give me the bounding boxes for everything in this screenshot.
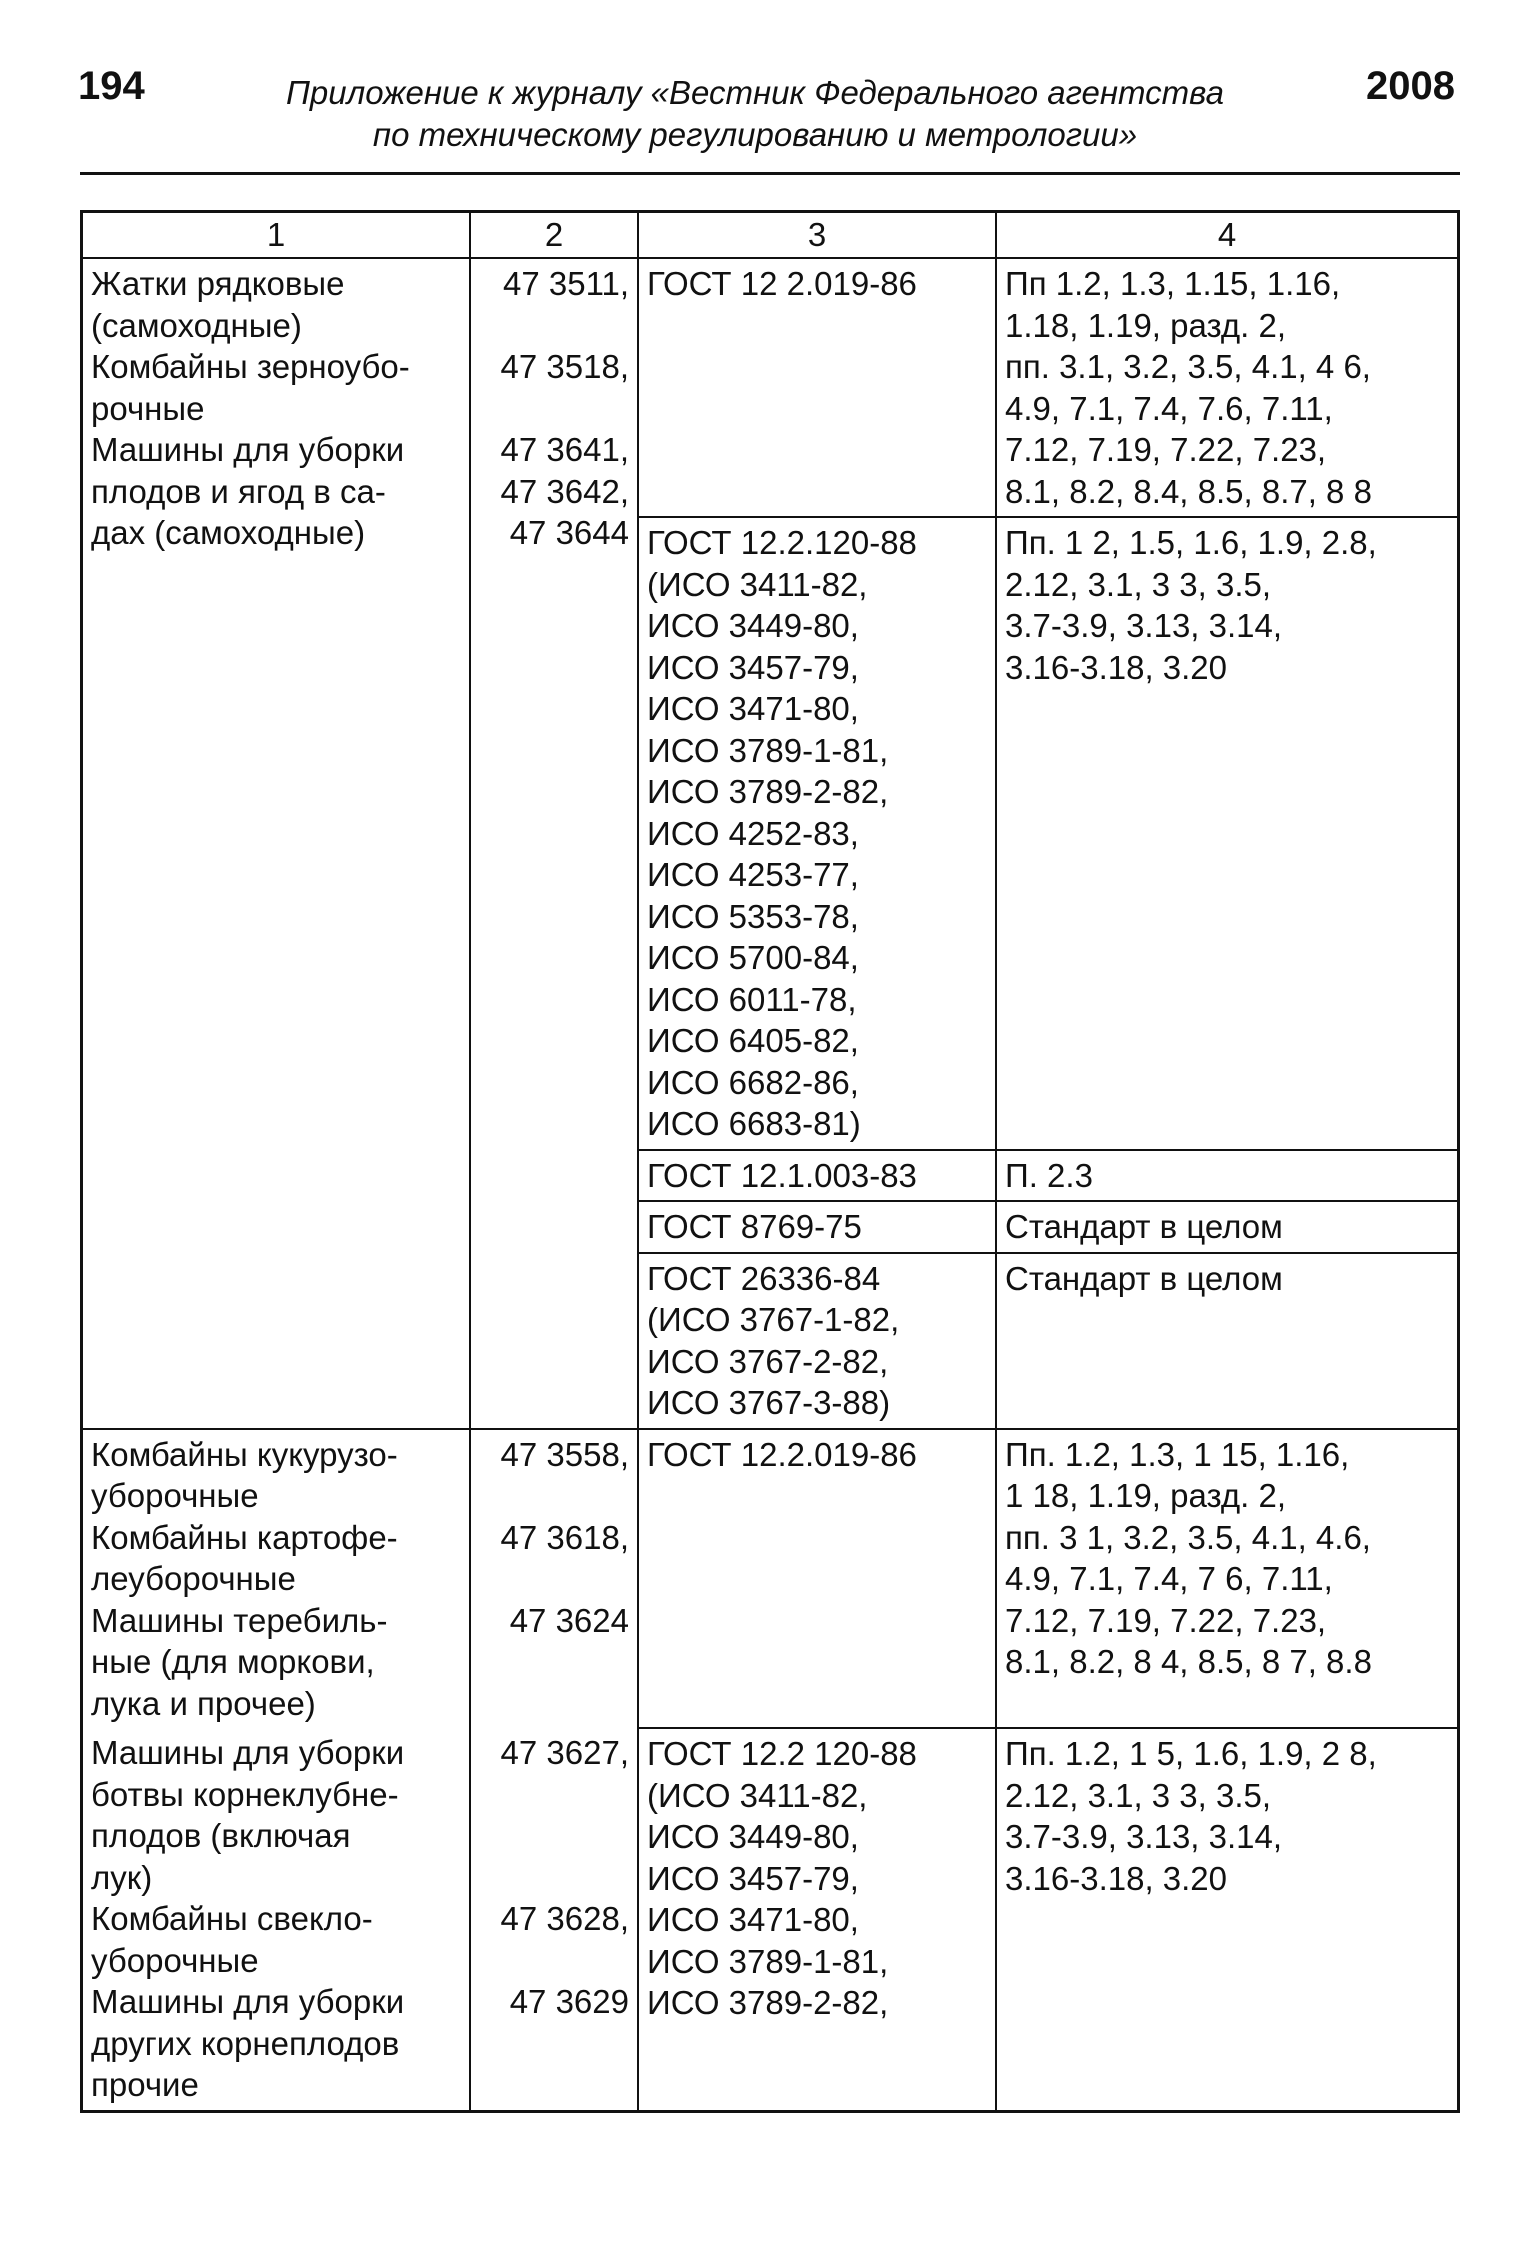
code-line (479, 388, 629, 430)
column-header-4: 4 (996, 212, 1459, 259)
clause-line: 3.7-3.9, 3.13, 3.14, (1005, 1818, 1283, 1855)
standard-line: ИСО 4253-77, (647, 856, 859, 893)
standard-line: (ИСО 3411-82, (647, 1776, 868, 1814)
clauses-cell (996, 1253, 1459, 1429)
standard-line: ИСО 6405-82, (647, 1022, 859, 1059)
page-year: 2008 (1366, 64, 1455, 108)
product-line: других корнеплодов (91, 2024, 400, 2062)
table-row (82, 1429, 1459, 1729)
standard-line: ИСО 5700-84, (647, 939, 859, 976)
clause-line: 3.16-3.18, 3.20 (1005, 1859, 1228, 1897)
standard-cell (638, 517, 996, 1150)
clauses-cell (996, 258, 1459, 517)
clauses-cell (996, 517, 1459, 1150)
product-line: лук) (91, 1858, 153, 1896)
standard-line: ГОСТ 12.1.003-83 (647, 1156, 917, 1194)
standard-line: ГОСТ 12.2 120-88 (647, 1735, 917, 1772)
standard-cell (638, 1201, 996, 1253)
standard-line: ИСО 3789-2-82, (647, 1984, 889, 2021)
product-line: Машины для уборки (91, 1734, 405, 1771)
standard-cell (638, 1253, 996, 1429)
product-cell (82, 1728, 471, 2111)
code-line: 47 3628, (500, 1900, 629, 1937)
clause-line: пп. 3.1, 3.2, 3.5, 4.1, 4 6, (1005, 348, 1371, 385)
standard-line: ИСО 5353-78, (647, 897, 859, 935)
code-cell (470, 1728, 638, 2111)
clause-line: 1.18, 1.19, разд. 2, (1005, 306, 1286, 344)
code-line (479, 1558, 629, 1600)
code-line: 47 3642, (500, 472, 629, 510)
code-line (479, 1940, 629, 1982)
code-line: 47 3644 (509, 514, 629, 551)
clause-line: П. 2.3 (1005, 1156, 1093, 1194)
clause-line: Пп. 1.2, 1 5, 1.6, 1.9, 2 8, (1005, 1735, 1377, 1772)
clause-line: 1 18, 1.19, разд. 2, (1005, 1477, 1286, 1514)
standard-line: ГОСТ 8769-75 (647, 1208, 862, 1245)
standard-line: ИСО 3471-80, (647, 690, 859, 727)
standard-line: ИСО 3789-1-81, (647, 731, 889, 769)
product-line: Комбайны картофе- (91, 1518, 398, 1556)
standard-line: ИСО 6682-86, (647, 1063, 859, 1101)
standard-line: ИСО 3457-79, (647, 648, 859, 686)
product-line: плодов и ягод в са- (91, 472, 386, 510)
product-line: прочие (91, 2066, 199, 2103)
code-line: 47 3624 (509, 1601, 629, 1639)
standard-line: ГОСТ 12.2.019-86 (647, 1435, 917, 1473)
clause-line: 7.12, 7.19, 7.22, 7.23, (1005, 431, 1327, 468)
clauses-cell (996, 1728, 1459, 2111)
product-line: Комбайны кукурузо- (91, 1435, 398, 1473)
clause-line: 2.12, 3.1, 3 3, 3.5, (1005, 565, 1272, 603)
product-line: уборочные (91, 1941, 259, 1979)
product-line: ботвы корнеклубне- (91, 1775, 399, 1813)
standard-line: (ИСО 3411-82, (647, 565, 868, 603)
code-line (479, 1857, 629, 1899)
product-line: Машины для уборки (91, 1983, 405, 2020)
product-cell (82, 258, 471, 1429)
clauses-cell (996, 1429, 1459, 1729)
standard-line: ИСО 3767-2-82, (647, 1342, 889, 1380)
code-line: 47 3641, (500, 431, 629, 468)
header-title-line-2: по техническому регулированию и метрологии» (372, 116, 1138, 153)
page-number: 194 (78, 64, 145, 108)
standard-line: ИСО 3789-1-81, (647, 1942, 889, 1980)
product-line: рочные (91, 389, 205, 427)
standard-line: ИСО 3449-80, (647, 607, 859, 644)
standard-cell (638, 1429, 996, 1729)
code-line (479, 305, 629, 347)
code-line: 47 3618, (500, 1518, 629, 1556)
clause-line: 8.1, 8.2, 8 4, 8.5, 8 7, 8.8 (1005, 1643, 1372, 1680)
table-row (82, 1728, 1459, 2111)
standard-line: ИСО 4252-83, (647, 814, 859, 852)
header-title-line-1: Приложение к журналу «Вестник Федерального агентства (285, 74, 1225, 111)
product-line: лука и прочее) (91, 1684, 316, 1722)
product-line: дах (самоходные) (91, 514, 366, 551)
standard-cell (638, 1728, 996, 2111)
clause-line: 8.1, 8.2, 8.4, 8.5, 8.7, 8 8 (1005, 472, 1372, 510)
clause-line: 2.12, 3.1, 3 3, 3.5, (1005, 1776, 1272, 1814)
clause-line: 4.9, 7.1, 7.4, 7 6, 7.11, (1005, 1560, 1333, 1597)
product-line: Машины для уборки (91, 431, 405, 468)
column-header-2: 2 (470, 212, 638, 259)
code-line: 47 3511, (502, 265, 629, 302)
column-header-1: 1 (82, 212, 471, 259)
standard-line: ИСО 3471-80, (647, 1901, 859, 1938)
clauses-cell (996, 1201, 1459, 1253)
clause-line: Пп 1.2, 1.3, 1.15, 1.16, (1005, 265, 1341, 302)
standard-line: ГОСТ 12 2.019-86 (647, 265, 917, 302)
clause-line: 4.9, 7.1, 7.4, 7.6, 7.11, (1005, 389, 1333, 427)
standard-cell (638, 1150, 996, 1202)
product-line: Жатки рядковые (91, 265, 345, 302)
code-line: 47 3629 (509, 1983, 629, 2020)
product-line: Комбайны зерноубо- (91, 348, 410, 385)
clause-line: 7.12, 7.19, 7.22, 7.23, (1005, 1601, 1327, 1639)
column-header-3: 3 (638, 212, 996, 259)
code-line (479, 1774, 629, 1816)
standards-table (80, 210, 1460, 2113)
code-line (479, 1815, 629, 1857)
standard-line: ИСО 3767-3-88) (647, 1384, 891, 1421)
product-line: (самоходные) (91, 306, 302, 344)
code-cell (470, 1429, 638, 1729)
clause-line: Пп. 1.2, 1.3, 1 15, 1.16, (1005, 1435, 1350, 1473)
standard-line: ИСО 6011-78, (647, 980, 857, 1018)
standard-line: ИСО 3449-80, (647, 1818, 859, 1855)
header-rule (80, 172, 1460, 175)
product-line: Комбайны свекло- (91, 1900, 373, 1937)
code-line (479, 1475, 629, 1517)
standard-line: ИСО 3789-2-82, (647, 773, 889, 810)
clause-line: 3.16-3.18, 3.20 (1005, 648, 1228, 686)
clause-line: пп. 3 1, 3.2, 3.5, 4.1, 4.6, (1005, 1518, 1371, 1556)
product-line: Машины теребиль- (91, 1601, 388, 1639)
standard-line: ИСО 6683-81) (647, 1105, 861, 1142)
code-cell (470, 258, 638, 1429)
clause-line: Пп. 1 2, 1.5, 1.6, 1.9, 2.8, (1005, 524, 1377, 561)
table-row (82, 258, 1459, 517)
standard-line: (ИСО 3767-1-82, (647, 1301, 900, 1338)
code-line: 47 3627, (500, 1734, 629, 1771)
clause-line: Стандарт в целом (1005, 1208, 1283, 1245)
product-line: плодов (включая (91, 1817, 351, 1854)
product-line: леуборочные (91, 1560, 296, 1597)
standard-line: ГОСТ 12.2.120-88 (647, 524, 917, 561)
clause-line: Стандарт в целом (1005, 1259, 1283, 1297)
clauses-cell (996, 1150, 1459, 1202)
code-line: 47 3558, (500, 1435, 629, 1473)
product-line: ные (для моркови, (91, 1643, 375, 1680)
code-line: 47 3518, (500, 348, 629, 385)
standard-line: ИСО 3457-79, (647, 1859, 859, 1897)
running-header-title (190, 72, 1320, 156)
product-line: уборочные (91, 1477, 259, 1514)
clause-line: 3.7-3.9, 3.13, 3.14, (1005, 607, 1283, 644)
standard-cell (638, 258, 996, 517)
table-header-row (82, 212, 1459, 259)
standard-line: ГОСТ 26336-84 (647, 1259, 881, 1297)
product-cell (82, 1429, 471, 1729)
